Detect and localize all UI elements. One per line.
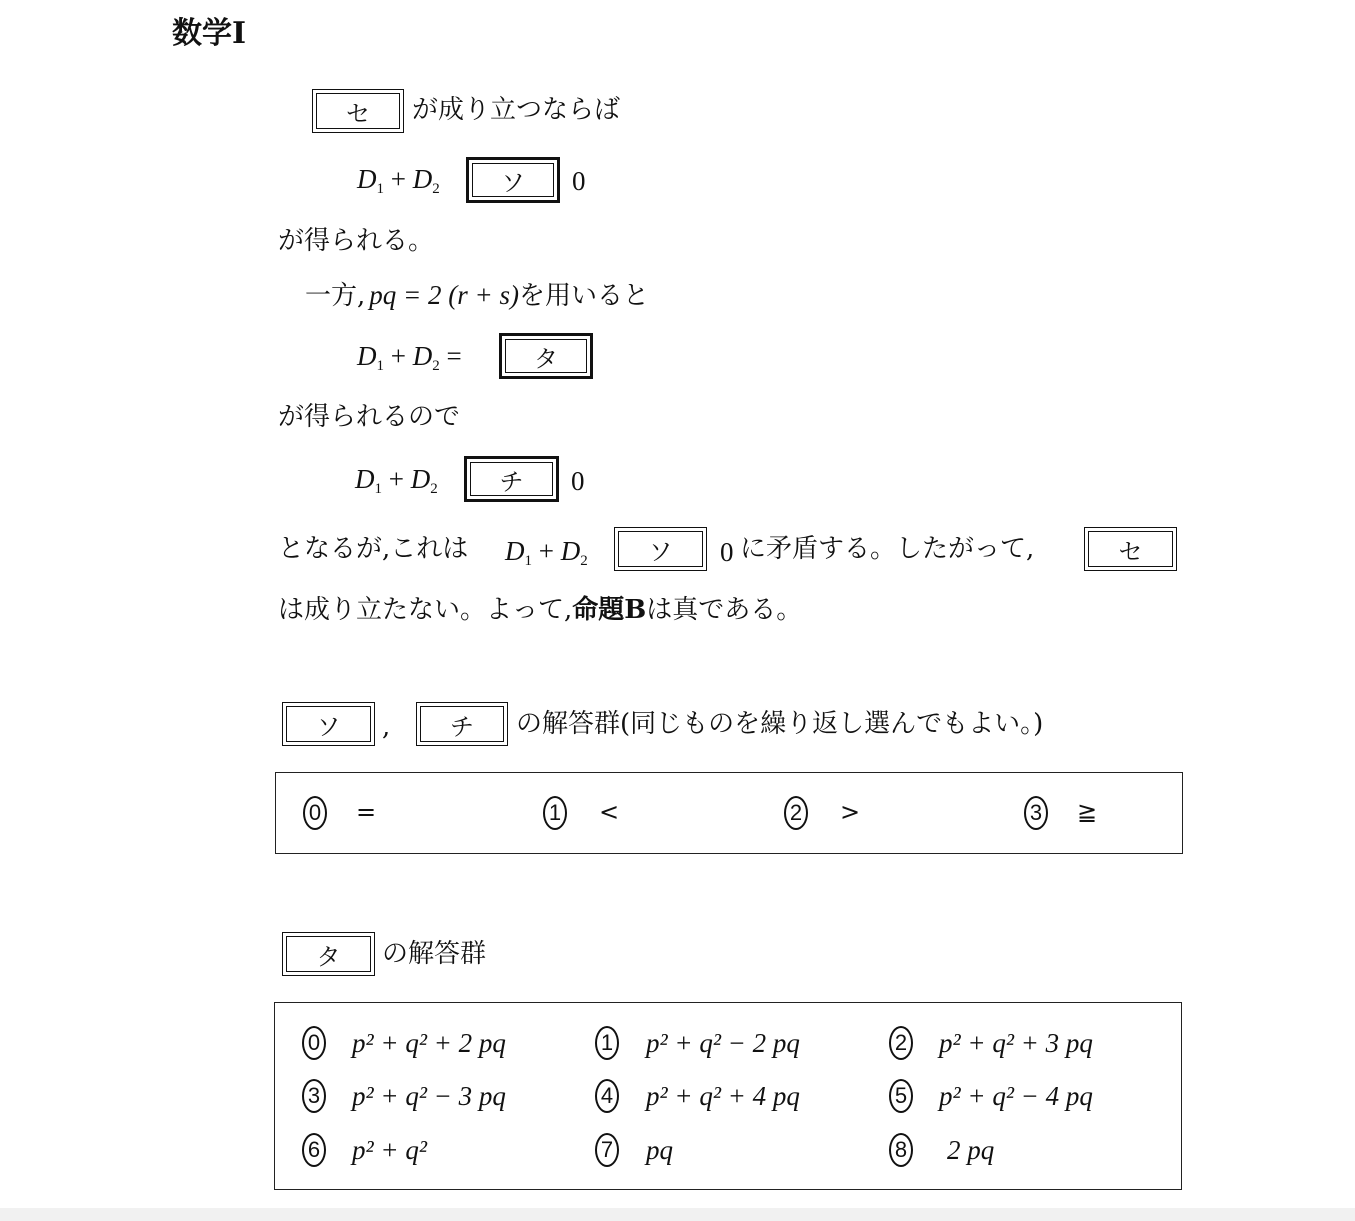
choice-symbol: > bbox=[840, 798, 861, 826]
condition-text: が成り立つならば bbox=[412, 95, 621, 125]
plus-sign: + bbox=[390, 164, 406, 194]
choice-expression: pq bbox=[646, 1135, 673, 1165]
pq-equation: pq = 2 (r + s) bbox=[369, 280, 519, 310]
expression-d1-plus-d2 bbox=[355, 466, 438, 497]
choice-number-1[interactable]: 1 bbox=[543, 796, 567, 830]
answer-box-so[interactable] bbox=[614, 527, 707, 571]
contradiction-prefix: となるが,これは bbox=[278, 534, 469, 564]
choice-expression: p² + q² − 4 pq bbox=[939, 1081, 1093, 1111]
subscript: 1 bbox=[376, 181, 384, 197]
answer-box-ta[interactable] bbox=[499, 333, 593, 379]
choice-number-7[interactable]: 7 bbox=[595, 1133, 619, 1167]
subscript: 2 bbox=[432, 358, 440, 374]
subscript: 1 bbox=[524, 553, 532, 569]
answer-box-se[interactable] bbox=[1084, 527, 1177, 571]
proposition-b: 命題B bbox=[572, 595, 647, 625]
choice-symbol: < bbox=[599, 798, 620, 826]
contradiction-suffix: に矛盾する。したがって, bbox=[740, 534, 1035, 564]
answer-box-label: チ bbox=[420, 706, 504, 742]
onehand-suffix: を用いると bbox=[518, 281, 649, 311]
subscript: 1 bbox=[376, 358, 384, 374]
var-d: D bbox=[412, 341, 433, 371]
choice-expression: p² + q² bbox=[352, 1135, 427, 1165]
plus-sign: + bbox=[388, 464, 404, 494]
var-d: D bbox=[505, 536, 525, 566]
answer-box-chi[interactable] bbox=[464, 456, 559, 502]
choice-expression: p² + q² − 2 pq bbox=[646, 1028, 800, 1058]
choice-number-3[interactable]: 3 bbox=[302, 1079, 326, 1113]
onehand-prefix: 一方, bbox=[305, 281, 366, 311]
choice-number-0[interactable] bbox=[303, 796, 327, 830]
answer-box-label: セ bbox=[316, 93, 400, 129]
subscript: 2 bbox=[432, 181, 440, 197]
answer-box-label: ソ bbox=[618, 531, 703, 567]
plus-sign: + bbox=[390, 341, 406, 371]
answer-box-se[interactable] bbox=[312, 89, 404, 133]
zero: 0 bbox=[572, 166, 586, 196]
choice-number-5[interactable]: 5 bbox=[889, 1079, 913, 1113]
answer-box-ta[interactable] bbox=[282, 932, 375, 976]
choice-group-label: の解答群(同じものを繰り返し選んでもよい。) bbox=[516, 709, 1044, 739]
subscript: 1 bbox=[374, 481, 382, 497]
var-d: D bbox=[412, 164, 433, 194]
var-d: D bbox=[357, 164, 377, 194]
subscript: 2 bbox=[580, 553, 588, 569]
choice-expression: 2 pq bbox=[947, 1135, 995, 1165]
expression-d1-plus-d2 bbox=[357, 343, 462, 374]
zero: 0 bbox=[720, 537, 734, 567]
answer-box-so[interactable] bbox=[282, 702, 375, 746]
plus-sign: + bbox=[538, 536, 554, 566]
onehand-line bbox=[305, 282, 649, 309]
answer-box-so[interactable] bbox=[466, 157, 560, 203]
conclusion-end: は真である。 bbox=[646, 595, 803, 625]
choice-number-2[interactable]: 2 bbox=[889, 1026, 913, 1060]
conclusion-text: は成り立たない。よって, bbox=[278, 595, 573, 625]
choice-number-2[interactable]: 2 bbox=[784, 796, 808, 830]
var-d: D bbox=[560, 536, 581, 566]
var-d: D bbox=[355, 464, 375, 494]
choice-number-8[interactable]: 8 bbox=[889, 1133, 913, 1167]
answer-box-chi[interactable] bbox=[416, 702, 508, 746]
answer-box-label: ソ bbox=[472, 163, 554, 197]
choice-number-0[interactable] bbox=[302, 1026, 326, 1060]
choice-symbol: ≧ bbox=[1077, 798, 1098, 826]
choice-expression: p² + q² + 2 pq bbox=[352, 1028, 506, 1058]
answer-box-label: セ bbox=[1088, 531, 1173, 567]
choice-number-1[interactable]: 1 bbox=[595, 1026, 619, 1060]
conclusion-line bbox=[278, 597, 802, 623]
page-bottom-edge bbox=[0, 1208, 1355, 1221]
obtained-text: が得られる。 bbox=[278, 226, 435, 256]
equals-sign: = bbox=[446, 341, 462, 371]
answer-box-label: タ bbox=[286, 936, 371, 972]
expression-d1-plus-d2 bbox=[505, 538, 588, 569]
obtained-so-text: が得られるので bbox=[278, 402, 461, 432]
choice-number-3[interactable]: 3 bbox=[1024, 796, 1048, 830]
choice-number: 0 bbox=[308, 800, 322, 825]
choice-expression: p² + q² − 3 pq bbox=[352, 1081, 506, 1111]
choice-group-label: の解答群 bbox=[382, 939, 487, 969]
choice-expression: p² + q² + 3 pq bbox=[939, 1028, 1093, 1058]
choice-number-4[interactable]: 4 bbox=[595, 1079, 619, 1113]
answer-box-label: ソ bbox=[286, 706, 371, 742]
choice-expression: p² + q² + 4 pq bbox=[646, 1081, 800, 1111]
page-title: 数学Ⅰ bbox=[172, 16, 247, 51]
choice-number: 0 bbox=[307, 1030, 321, 1055]
expression-d1-plus-d2 bbox=[357, 166, 440, 197]
choice-symbol: = bbox=[356, 798, 377, 826]
answer-box-label: チ bbox=[470, 462, 553, 496]
var-d: D bbox=[357, 341, 377, 371]
separator-comma: , bbox=[382, 712, 391, 742]
answer-box-label: タ bbox=[505, 339, 587, 373]
choice-number-6[interactable]: 6 bbox=[302, 1133, 326, 1167]
zero: 0 bbox=[571, 466, 585, 496]
subscript: 2 bbox=[430, 481, 438, 497]
var-d: D bbox=[410, 464, 431, 494]
